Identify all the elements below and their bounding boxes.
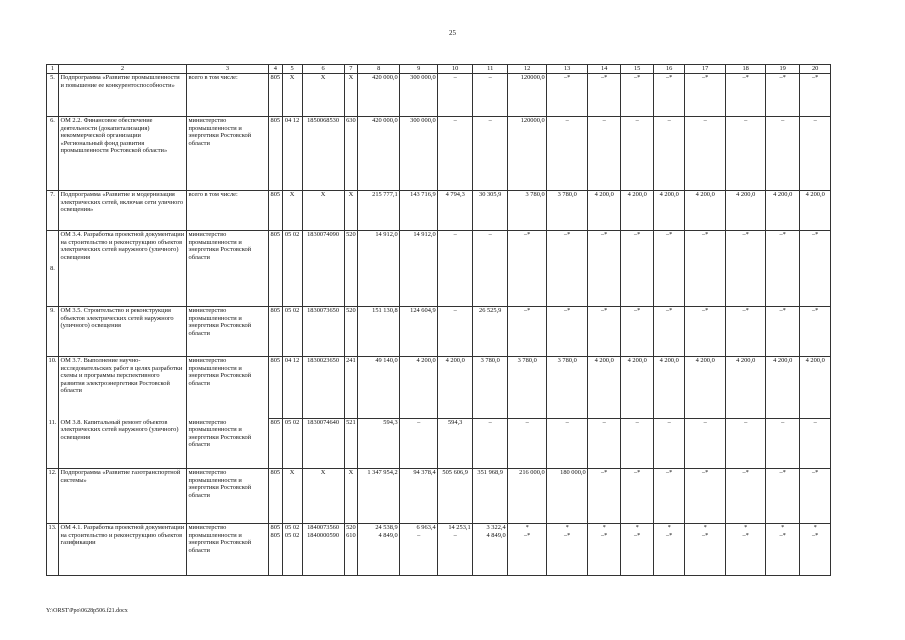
section-code: Х [282, 191, 302, 231]
value-cell: –* [685, 469, 726, 524]
target-article-code: 1850068530 [302, 117, 344, 191]
value-cell: –* [726, 74, 766, 117]
value-cell: – [473, 74, 508, 117]
value-cell: 3 780,0 [473, 357, 508, 419]
value-cell: – [438, 117, 473, 191]
item-name: Подпрограмма «Развитие и модернизация электрических сетей, включая сети уличного освещения» [59, 191, 187, 231]
table-row [47, 74, 831, 117]
value-cell: 4 200,0 [685, 357, 726, 419]
value-cell: –* [685, 74, 726, 117]
value-cell: 3 780,0 [508, 357, 547, 419]
value-cell: –* [621, 469, 654, 524]
item-name: ОМ 3.8. Капитальный ремонт объектов электрических сетей наружного (уличного) освещения [59, 419, 187, 469]
value-cell: 594,3 [358, 419, 400, 469]
value-cell: 4 200,0 [726, 357, 766, 419]
item-name: ОМ 4.1. Разработка проектной документации на строительство и реконструкцию объектов газификации [59, 524, 187, 576]
column-number: 17 [685, 65, 726, 74]
value-cell: 216 000,0 [508, 469, 547, 524]
expense-type-code: 520 [346, 524, 356, 531]
grbs-code: 805 [269, 357, 283, 419]
row-number: 8. [47, 231, 59, 307]
value-cell: – [766, 117, 800, 191]
value-cell: 4 200,0 [438, 357, 473, 419]
column-number: 16 [654, 65, 685, 74]
value-cell: 420 000,0 [358, 117, 400, 191]
value-cell: 420 000,0 [358, 74, 400, 117]
column-number: 4 [269, 65, 283, 74]
executor: министерство промышленности и энергетики Ростовской области [187, 469, 269, 524]
grbs-code: 805 [269, 469, 283, 524]
section-code: 05 02 [284, 524, 300, 531]
table-row [47, 117, 831, 191]
value-cell: 120000,0 [508, 117, 547, 191]
value-cell: 4 200,0 [654, 357, 685, 419]
value-cell: – [685, 117, 726, 191]
column-number: 1 [47, 65, 59, 74]
target-article-code: 1840000590 [307, 531, 340, 539]
target-article-code: Х [302, 469, 344, 524]
value-cell: 3 780,0 [547, 191, 588, 231]
row-number: 12. [47, 469, 59, 524]
value-cell: – [400, 419, 438, 469]
value-cell: –* [547, 74, 588, 117]
table-row [47, 469, 831, 524]
value-cell: 26 525,9 [473, 307, 508, 357]
value-cell: 14 912,0 [358, 231, 400, 307]
section-code: Х [282, 74, 302, 117]
value-cell: –* [588, 74, 621, 117]
value-cell: 94 378,4 [400, 469, 438, 524]
table-row [47, 231, 831, 307]
value-cell: 594,3 [438, 419, 473, 469]
value-cell: –* [621, 231, 654, 307]
item-name: ОМ 2.2. Финансовое обеспечение деятельности (докапитализация) некоммерческой организации «Региональный фонд развития промышленности Ростовской области» [59, 117, 187, 191]
value-cell: 124 604,9 [400, 307, 438, 357]
value-cell: –* [654, 231, 685, 307]
value-cell: –* [701, 531, 709, 539]
executor: министерство промышленности и энергетики Ростовской области [187, 231, 269, 307]
value-cell: 215 777,1 [358, 191, 400, 231]
value-cell: – [547, 419, 588, 469]
value-cell: – [766, 419, 800, 469]
value-cell: * [525, 524, 529, 531]
value-cell: –* [800, 307, 831, 357]
value-cell: 3 322,4 [486, 524, 506, 531]
row-number: 7. [47, 191, 59, 231]
value-cell: –* [654, 74, 685, 117]
grbs-code: 805 [269, 191, 283, 231]
value-cell: –* [588, 231, 621, 307]
value-cell: 4 200,0 [588, 191, 621, 231]
target-article-code: 1830023650 [302, 357, 344, 419]
expense-type-code: Х [344, 74, 358, 117]
budget-table-container [46, 64, 831, 576]
value-cell: – [800, 117, 831, 191]
value-cell: – [621, 117, 654, 191]
grbs-code: 805 [270, 531, 281, 539]
value-cell: –* [654, 307, 685, 357]
section-code: 05 02 [284, 531, 300, 539]
column-number: 13 [547, 65, 588, 74]
table-row [47, 357, 831, 419]
grbs-code: 805 [269, 231, 283, 307]
value-cell: –* [654, 469, 685, 524]
value-cell: – [588, 117, 621, 191]
value-cell: 505 606,9 [438, 469, 473, 524]
value-cell: 4 200,0 [621, 357, 654, 419]
table-row [47, 307, 831, 357]
column-number: 15 [621, 65, 654, 74]
executor: всего в том числе: [187, 74, 269, 117]
column-number: 11 [473, 65, 508, 74]
column-number: 10 [438, 65, 473, 74]
value-cell: 4 200,0 [800, 191, 831, 231]
grbs-code: 805 [269, 74, 283, 117]
column-number: 3 [187, 65, 269, 74]
value-cell: –* [685, 307, 726, 357]
item-name: ОМ 3.5. Строительство и реконструкция объектов электрических сетей наружного (уличного) освещения [59, 307, 187, 357]
column-number: 18 [726, 65, 766, 74]
value-cell: 24 538,9 [375, 524, 398, 531]
item-name: Подпрограмма «Развитие газотранспортной системы» [59, 469, 187, 524]
value-cell: 300 000,0 [400, 74, 438, 117]
executor: министерство промышленности и энергетики Ростовской области [187, 419, 269, 469]
target-article-code: Х [302, 191, 344, 231]
value-cell: * [744, 524, 748, 531]
value-cell: –* [766, 74, 800, 117]
value-cell: – [547, 117, 588, 191]
section-code: 04 12 [282, 357, 302, 419]
column-number: 6 [302, 65, 344, 74]
value-cell: –* [800, 231, 831, 307]
value-cell: – [473, 419, 508, 469]
value-cell: 4 200,0 [800, 357, 831, 419]
value-cell: –* [726, 231, 766, 307]
value-cell: 1 347 954,2 [358, 469, 400, 524]
value-cell: 30 305,9 [473, 191, 508, 231]
value-cell: – [654, 419, 685, 469]
value-cell: –* [633, 531, 641, 539]
section-code: Х [282, 469, 302, 524]
value-cell: 4 849,0 [378, 531, 398, 539]
value-cell: 14 912,0 [400, 231, 438, 307]
executor: министерство промышленности и энергетики Ростовской области [187, 117, 269, 191]
column-number: 2 [59, 65, 187, 74]
expense-type-code: 520 [344, 231, 358, 307]
column-number: 20 [800, 65, 831, 74]
executor: министерство промышленности и энергетики Ростовской области [187, 307, 269, 357]
grbs-code: 805 [269, 419, 283, 469]
table-row [47, 191, 831, 231]
value-cell: 180 000,0 [547, 469, 588, 524]
column-number: 8 [358, 65, 400, 74]
value-cell: 3 780,0 [547, 357, 588, 419]
value-cell: * [565, 524, 569, 531]
value-cell: 4 200,0 [621, 191, 654, 231]
value-cell: –* [766, 231, 800, 307]
value-cell: –* [547, 231, 588, 307]
value-cell: – [453, 531, 457, 539]
row-number: 5. [47, 74, 59, 117]
value-cell: –* [563, 531, 571, 539]
value-cell: 120000,0 [508, 74, 547, 117]
expense-type-code: 521 [344, 419, 358, 469]
value-cell: – [438, 231, 473, 307]
row-number: 11. [47, 419, 59, 469]
expense-type-code: Х [344, 191, 358, 231]
value-cell: 143 716,9 [400, 191, 438, 231]
value-cell: – [417, 531, 421, 539]
value-cell: 4 794,3 [438, 191, 473, 231]
value-cell: –* [600, 531, 608, 539]
value-cell: – [621, 419, 654, 469]
value-cell: –* [726, 307, 766, 357]
column-number: 19 [766, 65, 800, 74]
table-row [47, 419, 831, 469]
section-code: 05 02 [282, 231, 302, 307]
value-cell: 351 968,9 [473, 469, 508, 524]
value-cell: – [685, 419, 726, 469]
executor: всего в том числе: [187, 191, 269, 231]
target-article-code: 1830074640 [302, 419, 344, 469]
value-cell: – [726, 117, 766, 191]
value-cell: 151 130,8 [358, 307, 400, 357]
value-cell: 300 000,0 [400, 117, 438, 191]
value-cell: 4 200,0 [685, 191, 726, 231]
item-name: ОМ 3.4. Разработка проектной документации на строительство и реконструкцию объектов электрических сетей наружного (уличного) освещения [59, 231, 187, 307]
page-number: 25 [449, 29, 456, 37]
value-cell: * [602, 524, 606, 531]
target-article-code: 1830073650 [302, 307, 344, 357]
value-cell: * [667, 524, 671, 531]
expense-type-code: Х [344, 469, 358, 524]
value-cell: 4 200,0 [588, 357, 621, 419]
value-cell: – [588, 419, 621, 469]
column-number: 5 [282, 65, 302, 74]
value-cell: –* [766, 307, 800, 357]
column-number-row [47, 65, 831, 74]
value-cell: –* [779, 531, 786, 539]
value-cell: –* [508, 307, 547, 357]
column-number: 12 [508, 65, 547, 74]
value-cell: –* [621, 74, 654, 117]
value-cell: * [813, 524, 817, 531]
table-row [47, 524, 831, 576]
footer-file-path: Y:\ORST\Ppo\0628p506.f21.docx [46, 608, 128, 614]
value-cell: – [654, 117, 685, 191]
grbs-code: 805 [269, 117, 283, 191]
value-cell: 4 200,0 [654, 191, 685, 231]
value-cell: 6 963,4 [416, 524, 436, 531]
target-article-code: 1830074090 [302, 231, 344, 307]
value-cell: –* [508, 231, 547, 307]
section-code: 05 02 [282, 419, 302, 469]
expense-type-code: 630 [344, 117, 358, 191]
section-code: 04 12 [282, 117, 302, 191]
value-cell: – [473, 117, 508, 191]
item-name: Подпрограмма «Развитие промышленности и повышение ее конкурентоспособности» [59, 74, 187, 117]
row-number: 9. [47, 307, 59, 357]
value-cell: –* [811, 531, 819, 539]
value-cell: –* [800, 469, 831, 524]
column-number: 14 [588, 65, 621, 74]
value-cell: –* [685, 231, 726, 307]
executor: министерство промышленности и энергетики Ростовской области [187, 357, 269, 419]
value-cell: 3 780,0 [508, 191, 547, 231]
value-cell: –* [665, 531, 673, 539]
value-cell: –* [547, 307, 588, 357]
value-cell: * [781, 524, 785, 531]
value-cell: 4 200,0 [766, 191, 800, 231]
row-number: 13. [47, 524, 59, 576]
executor: министерство промышленности и энергетики Ростовской области [187, 524, 269, 576]
value-cell: –* [621, 307, 654, 357]
grbs-code: 805 [269, 307, 283, 357]
value-cell: –* [588, 469, 621, 524]
value-cell: 4 200,0 [726, 191, 766, 231]
value-cell: – [508, 419, 547, 469]
target-article-code: 1840073560 [307, 524, 340, 531]
value-cell: 49 140,0 [358, 357, 400, 419]
value-cell: –* [588, 307, 621, 357]
row-number: 6. [47, 117, 59, 191]
expense-type-code: 520 [344, 307, 358, 357]
grbs-code: 805 [270, 524, 281, 531]
value-cell: 14 253,1 [448, 524, 471, 531]
value-cell: –* [726, 469, 766, 524]
value-cell: * [703, 524, 707, 531]
expense-type-code: 610 [346, 531, 356, 539]
value-cell: – [473, 231, 508, 307]
item-name: ОМ 3.7. Выполнение научно-исследовательских работ в целях разработки схемы и программы перспективного развития электроэнергетики Ростовской области [59, 357, 187, 419]
value-cell: –* [742, 531, 749, 539]
value-cell: –* [800, 74, 831, 117]
budget-table [46, 64, 831, 576]
value-cell: – [726, 419, 766, 469]
row-number: 10. [47, 357, 59, 419]
value-cell: 4 849,0 [486, 531, 506, 539]
section-code: 05 02 [282, 307, 302, 357]
value-cell: –* [523, 531, 531, 539]
target-article-code: Х [302, 74, 344, 117]
column-number: 9 [400, 65, 438, 74]
value-cell: – [438, 307, 473, 357]
value-cell: –* [766, 469, 800, 524]
column-number: 7 [344, 65, 358, 74]
value-cell: 4 200,0 [766, 357, 800, 419]
expense-type-code: 241 [344, 357, 358, 419]
value-cell: * [635, 524, 639, 531]
value-cell: 4 200,0 [400, 357, 438, 419]
value-cell: – [438, 74, 473, 117]
value-cell: – [800, 419, 831, 469]
